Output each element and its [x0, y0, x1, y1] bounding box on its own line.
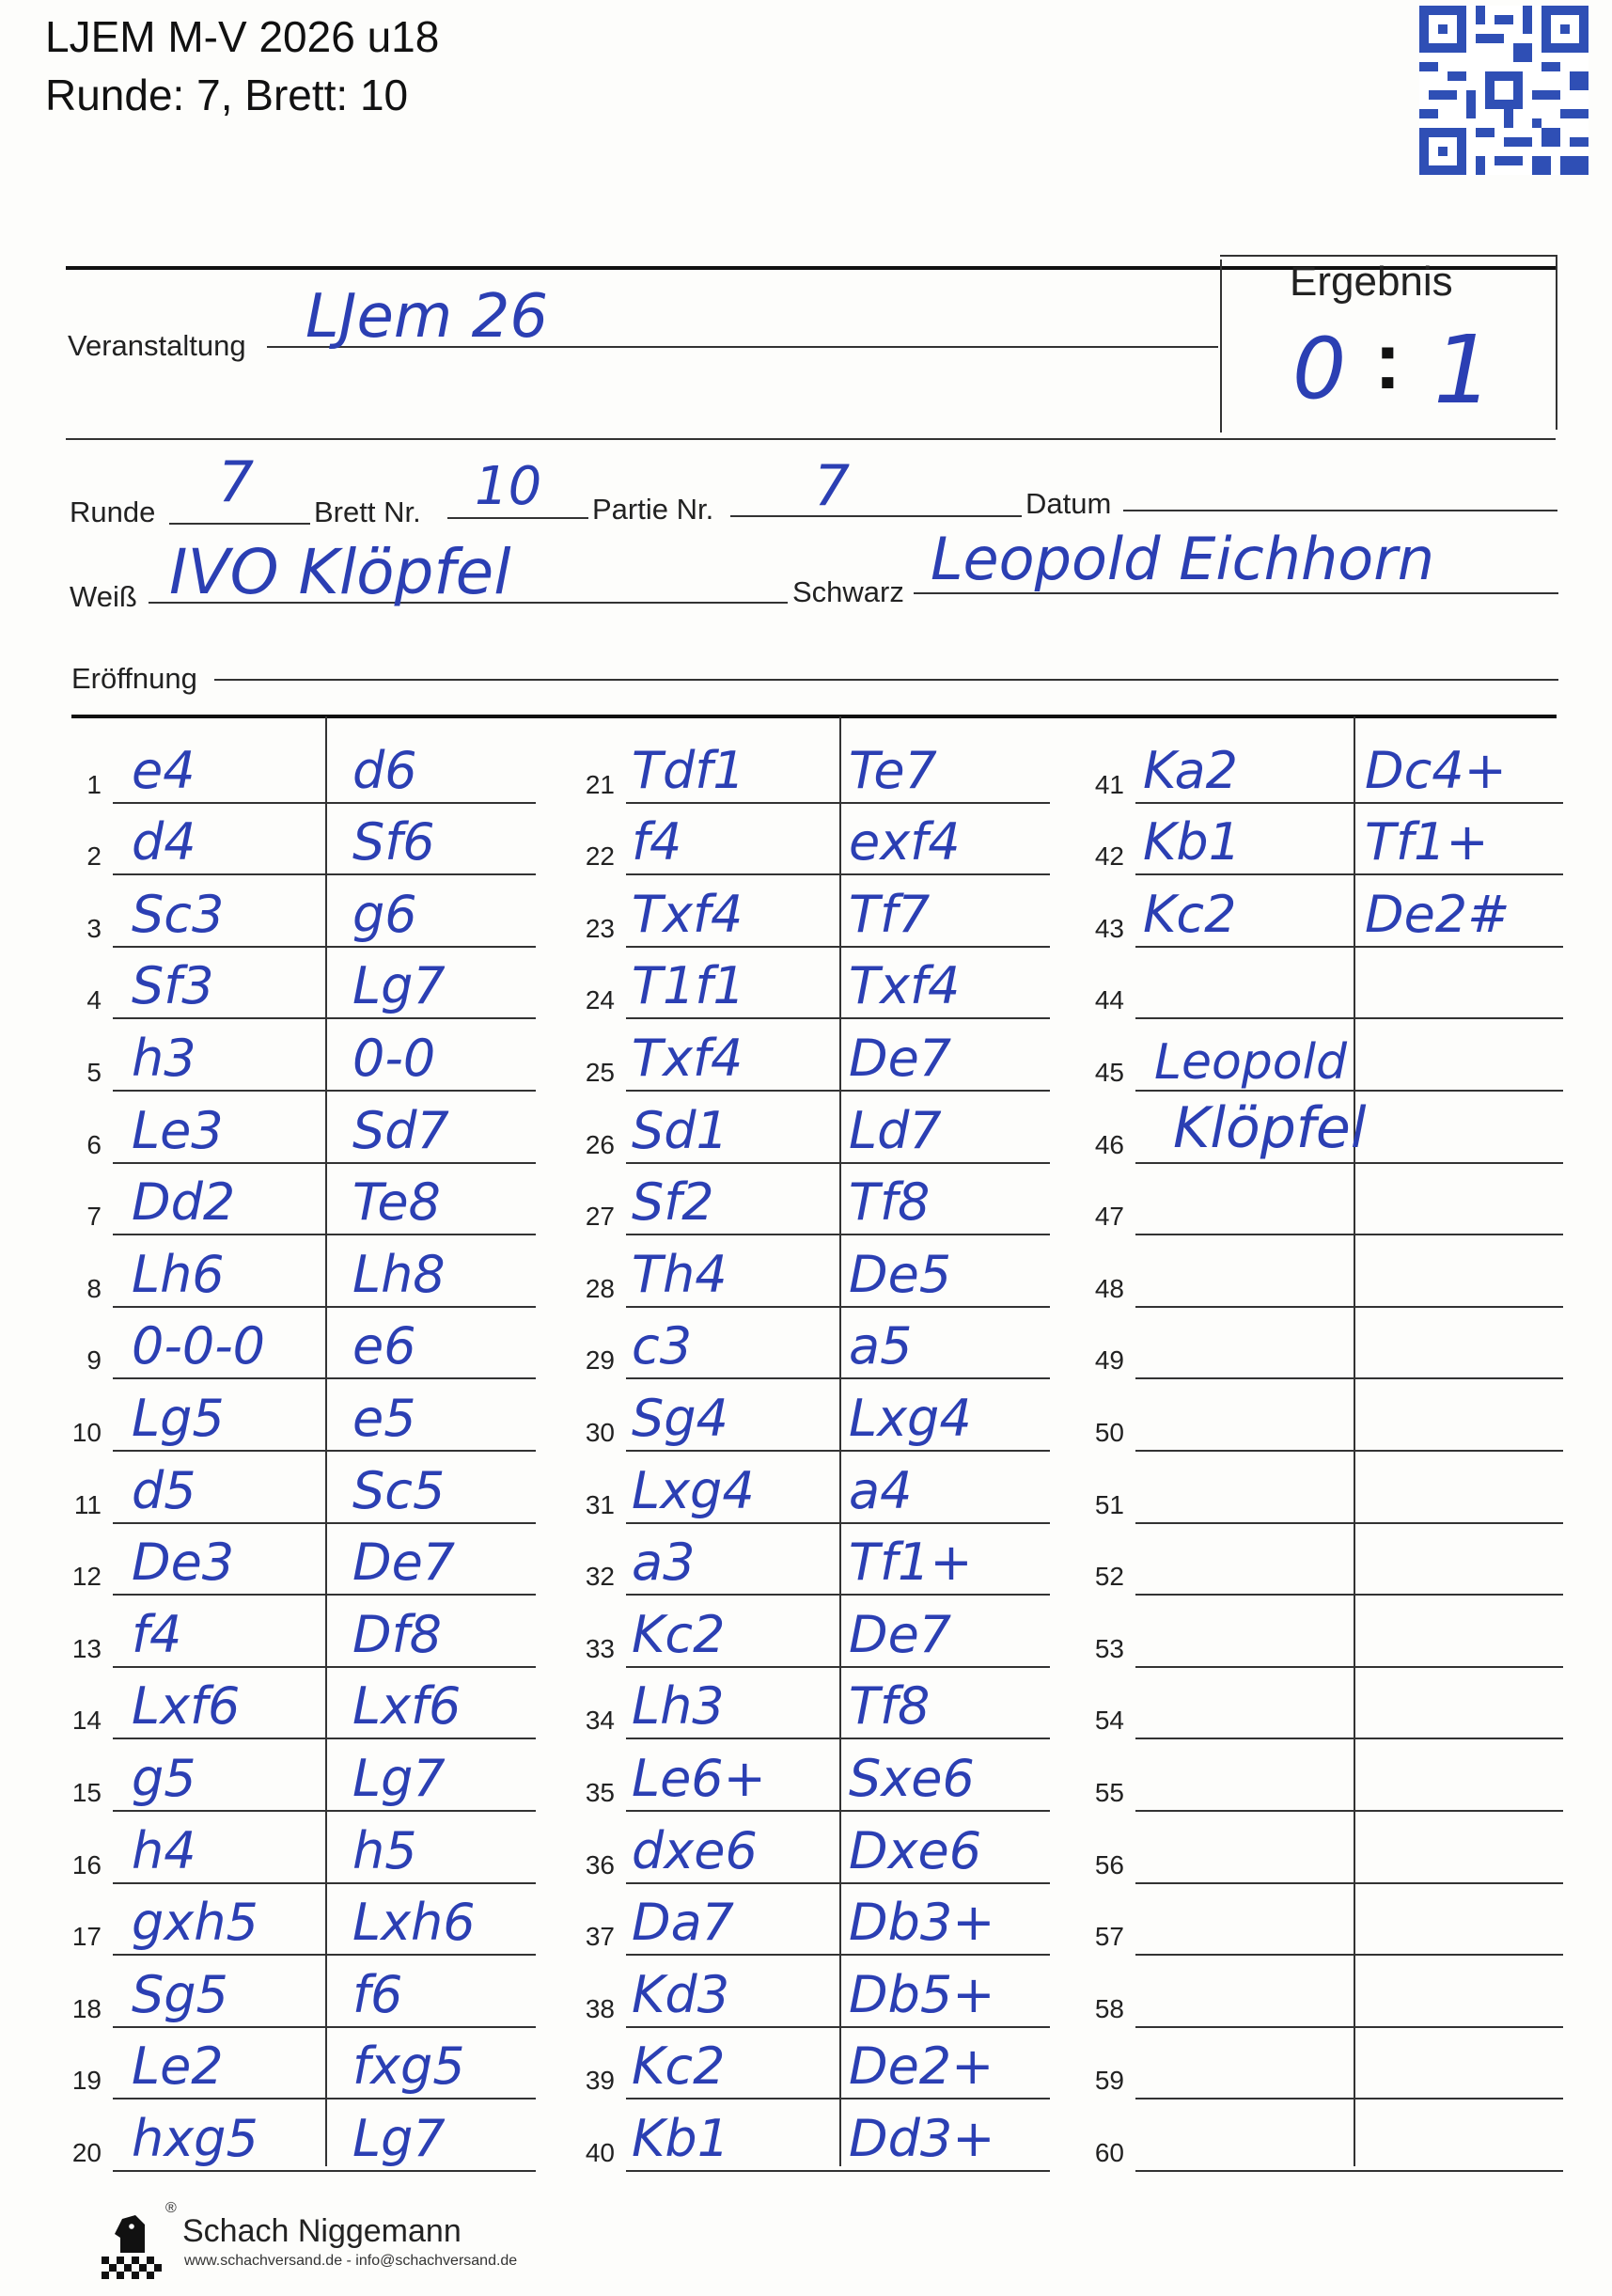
move-row-line	[113, 1522, 536, 1524]
move-number: 57	[1094, 1922, 1124, 1952]
brett-underline	[447, 517, 588, 519]
move-row-line	[626, 1738, 1050, 1739]
move-number: 55	[1094, 1778, 1124, 1807]
move-row-line	[626, 1954, 1050, 1956]
black-move: Ld7	[849, 1100, 942, 1160]
move-number: 16	[71, 1849, 102, 1879]
brett-value: 10	[475, 456, 542, 517]
move-number: 26	[585, 1129, 615, 1159]
move-row-line	[626, 2098, 1050, 2099]
move-row-line	[1135, 1017, 1563, 1019]
move-number: 9	[86, 1345, 102, 1376]
white-move: De3	[132, 1533, 235, 1593]
ergebnis-box-top	[1220, 255, 1556, 257]
move-number: 49	[1094, 1345, 1124, 1376]
move-number: 41	[1094, 769, 1124, 799]
black-move: Te8	[352, 1172, 441, 1233]
move-number: 23	[585, 913, 615, 943]
move-row-line	[113, 1090, 536, 1092]
move-row-line	[113, 1954, 536, 1956]
move-number: 36	[585, 1849, 615, 1879]
partie-underline	[730, 515, 1022, 517]
move-row-line	[626, 1234, 1050, 1235]
move-row-line	[113, 2170, 536, 2172]
move-number: 50	[1094, 1418, 1124, 1447]
move-number: 47	[1094, 1202, 1124, 1232]
move-row-line	[626, 1810, 1050, 1812]
black-move: De2#	[1365, 884, 1510, 944]
white-move: Le2	[132, 2037, 224, 2097]
datum-underline	[1123, 510, 1557, 511]
white-move: Kc2	[1143, 884, 1237, 944]
ergebnis-label: Ergebnis	[1290, 259, 1453, 305]
move-row-line	[113, 873, 536, 875]
move-row-line	[113, 1017, 536, 1019]
weiss-player-name: IVO Klöpfel	[169, 536, 511, 608]
move-number: 37	[585, 1922, 615, 1952]
move-number: 54	[1094, 1706, 1124, 1736]
ergebnis-separator: :	[1374, 316, 1401, 406]
black-move: Sc5	[352, 1460, 446, 1520]
white-move: Sf3	[132, 956, 214, 1016]
move-number: 20	[71, 2138, 102, 2167]
black-move: h5	[352, 1820, 417, 1880]
white-move: dxe6	[632, 1820, 758, 1880]
move-row-line	[113, 1162, 536, 1164]
move-row-line	[1135, 873, 1563, 875]
move-number: 13	[71, 1633, 102, 1663]
black-move: Tf8	[849, 1172, 931, 1233]
move-number: 52	[1094, 1562, 1124, 1592]
move-row-line	[1135, 1666, 1563, 1668]
white-move: Kc2	[632, 1604, 726, 1664]
move-number: 44	[1094, 985, 1124, 1015]
white-move: Sg4	[632, 1389, 728, 1448]
move-number: 8	[86, 1273, 102, 1303]
black-move: De5	[849, 1244, 952, 1304]
black-move: Sd7	[352, 1100, 449, 1160]
move-number: 40	[585, 2138, 615, 2167]
move-column-divider	[1354, 716, 1355, 2166]
white-move: h4	[132, 1820, 196, 1880]
move-row-line	[113, 1666, 536, 1668]
white-move: Kb1	[1143, 812, 1242, 873]
move-row-line	[626, 1306, 1050, 1308]
footer-contact: www.schachversand.de - info@schachversand.de	[184, 2253, 518, 2269]
ergebnis-black-score: 1	[1433, 315, 1494, 425]
move-number: 24	[585, 985, 615, 1015]
move-number: 28	[585, 1273, 615, 1303]
move-number: 31	[585, 1489, 615, 1519]
black-move: De7	[849, 1029, 952, 1088]
move-number: 2	[86, 841, 102, 872]
move-row-line	[113, 1738, 536, 1739]
runde-label: Runde	[70, 495, 156, 528]
black-move: Df8	[352, 1604, 442, 1664]
move-row-line	[113, 1450, 536, 1452]
white-move: g5	[132, 1749, 196, 1808]
move-number: 46	[1094, 1129, 1124, 1159]
move-row-line	[626, 2026, 1050, 2028]
move-row-line	[113, 1882, 536, 1884]
black-move: f6	[352, 1964, 403, 2024]
black-move: Sf6	[352, 812, 435, 873]
move-number: 15	[71, 1778, 102, 1807]
schwarz-label: Schwarz	[792, 575, 904, 608]
move-row-line	[113, 802, 536, 804]
move-row-line	[626, 1450, 1050, 1452]
move-row-line	[1135, 1377, 1563, 1379]
move-row-line	[113, 1810, 536, 1812]
move-number: 12	[71, 1562, 102, 1592]
white-move: gxh5	[132, 1893, 258, 1953]
move-row-line	[1135, 1954, 1563, 1956]
white-move: Lxf6	[132, 1676, 241, 1737]
black-move: Lg7	[352, 956, 446, 1016]
move-row-line	[1135, 802, 1563, 804]
move-row-line	[1135, 1306, 1563, 1308]
white-move: d4	[132, 812, 196, 873]
weiss-label: Weiß	[70, 580, 137, 613]
move-number: 43	[1094, 913, 1124, 943]
move-number: 32	[585, 1562, 615, 1592]
round-board-line: Runde: 7, Brett: 10	[45, 71, 409, 119]
white-move: Sd1	[632, 1100, 728, 1160]
black-move: De2+	[849, 2037, 994, 2097]
move-number: 53	[1094, 1633, 1124, 1663]
white-move: Lh6	[132, 1244, 225, 1304]
black-move: Dd3+	[849, 2109, 995, 2168]
move-number: 34	[585, 1706, 615, 1736]
move-row-line	[1135, 946, 1563, 948]
black-move: Db3+	[849, 1893, 995, 1953]
move-number: 4	[86, 985, 102, 1015]
move-number: 35	[585, 1778, 615, 1807]
white-move: Sg5	[132, 1964, 228, 2024]
runde-value: 7	[218, 449, 255, 515]
move-number: 45	[1094, 1058, 1124, 1087]
white-move: Dd2	[132, 1172, 236, 1233]
move-row-line	[113, 1306, 536, 1308]
move-number: 51	[1094, 1489, 1124, 1519]
move-number: 56	[1094, 1849, 1124, 1879]
black-move: Lh8	[352, 1244, 446, 1304]
move-number: 42	[1094, 841, 1124, 872]
white-move: Sf2	[632, 1172, 714, 1233]
move-row-line	[113, 1377, 536, 1379]
move-row-line	[1135, 2098, 1563, 2099]
move-row-line	[1135, 1450, 1563, 1452]
move-number: 21	[585, 769, 615, 799]
white-move: c3	[632, 1316, 693, 1376]
move-number: 48	[1094, 1273, 1124, 1303]
black-move: exf4	[849, 812, 961, 873]
black-move: Tf7	[849, 884, 931, 944]
white-move: h3	[132, 1029, 196, 1088]
move-number: 14	[71, 1706, 102, 1736]
black-move: fxg5	[352, 2037, 465, 2097]
move-row-line	[626, 802, 1050, 804]
partie-value: 7	[814, 453, 851, 519]
black-move: Db5+	[849, 1964, 995, 2024]
black-move: Sxe6	[849, 1749, 975, 1808]
move-number: 10	[71, 1418, 102, 1447]
black-move: Tf8	[849, 1676, 931, 1737]
registered-mark: ®	[165, 2200, 177, 2216]
black-move: De7	[849, 1604, 952, 1664]
move-row-line	[113, 1234, 536, 1235]
schwarz-player-name: Leopold Eichhorn	[931, 525, 1434, 593]
black-move: e5	[352, 1389, 416, 1448]
move-number: 59	[1094, 2066, 1124, 2096]
white-move: a3	[632, 1533, 696, 1593]
move-number: 7	[86, 1202, 102, 1232]
move-number: 25	[585, 1058, 615, 1087]
white-move: Ka2	[1143, 740, 1238, 800]
move-row-line	[1135, 1882, 1563, 1884]
black-move: Lg7	[352, 2109, 446, 2168]
block-separator	[1079, 716, 1081, 2166]
move-number: 39	[585, 2066, 615, 2096]
move-number: 60	[1094, 2138, 1124, 2167]
move-row-line	[626, 1377, 1050, 1379]
white-move: d5	[132, 1460, 196, 1520]
move-row-line	[113, 946, 536, 948]
move-row-line	[626, 1882, 1050, 1884]
black-move: Txf4	[849, 956, 961, 1016]
white-move: Txf4	[632, 1029, 743, 1088]
move-row-line	[626, 2170, 1050, 2172]
move-number: 29	[585, 1345, 615, 1376]
move-number: 3	[86, 913, 102, 943]
black-move: Tf1+	[849, 1533, 973, 1593]
footer-brand: Schach Niggemann	[182, 2213, 462, 2249]
white-move: Le6+	[632, 1749, 766, 1808]
black-move: De7	[352, 1533, 456, 1593]
move-row-line	[1135, 1810, 1563, 1812]
white-move: Lxg4	[632, 1460, 755, 1520]
move-row-line	[113, 2026, 536, 2028]
move-row-line	[626, 1594, 1050, 1596]
move-number: 30	[585, 1418, 615, 1447]
black-move: d6	[352, 740, 417, 800]
black-move: e6	[352, 1316, 416, 1376]
move-row-line	[1135, 2170, 1563, 2172]
eroeffnung-underline	[214, 679, 1558, 681]
move-number: 58	[1094, 1993, 1124, 2023]
datum-label: Datum	[1025, 487, 1112, 520]
move-row-line	[626, 1090, 1050, 1092]
move-row-line	[1135, 1522, 1563, 1524]
black-move: Dc4+	[1365, 740, 1507, 800]
black-move: g6	[352, 884, 417, 944]
ergebnis-box-right	[1556, 255, 1557, 430]
white-move: Lh3	[632, 1676, 725, 1737]
chess-knight-logo	[94, 2208, 169, 2283]
move-number: 33	[585, 1633, 615, 1663]
runde-underline	[169, 523, 310, 525]
white-move: 0-0-0	[132, 1316, 266, 1376]
white-move: Kc2	[632, 2037, 726, 2097]
white-move: Txf4	[632, 884, 743, 944]
black-move: Lxg4	[849, 1389, 972, 1448]
white-move: e4	[132, 740, 196, 800]
black-move: 0-0	[352, 1029, 436, 1088]
black-move: Tf1+	[1365, 812, 1489, 873]
black-player-signature: Leopold	[1154, 1034, 1348, 1091]
ergebnis-box-left	[1220, 259, 1222, 432]
move-row-line	[1135, 1738, 1563, 1739]
move-column-divider	[839, 716, 841, 2166]
white-move: hxg5	[132, 2109, 258, 2168]
move-row-line	[113, 2098, 536, 2099]
ergebnis-white-score: 0	[1292, 320, 1347, 418]
move-number: 6	[86, 1129, 102, 1159]
white-move: Th4	[632, 1244, 728, 1304]
black-move: Lxh6	[352, 1893, 476, 1953]
black-move: a5	[849, 1316, 913, 1376]
move-row-line	[1135, 1594, 1563, 1596]
move-number: 18	[71, 1993, 102, 2023]
white-move: Le3	[132, 1100, 224, 1160]
move-row-line	[626, 1522, 1050, 1524]
moves-top-border	[71, 715, 1557, 718]
white-move: Sc3	[132, 884, 225, 944]
white-move: f4	[632, 812, 682, 873]
brett-label: Brett Nr.	[314, 495, 421, 528]
veranstaltung-divider	[66, 438, 1556, 440]
move-number: 27	[585, 1202, 615, 1232]
block-separator	[570, 716, 571, 2166]
black-move: a4	[849, 1460, 913, 1520]
black-move: Dxe6	[849, 1820, 982, 1880]
white-move: Kd3	[632, 1964, 730, 2024]
move-number: 22	[585, 841, 615, 872]
white-move: Kb1	[632, 2109, 730, 2168]
move-number: 38	[585, 1993, 615, 2023]
move-number: 11	[73, 1489, 102, 1519]
move-row-line	[1135, 2026, 1563, 2028]
move-row-line	[626, 1162, 1050, 1164]
veranstaltung-label: Veranstaltung	[68, 329, 246, 362]
move-row-line	[626, 1666, 1050, 1668]
white-move: Tdf1	[632, 740, 745, 800]
eroeffnung-label: Eröffnung	[71, 662, 197, 695]
move-number: 1	[86, 769, 102, 799]
move-row-line	[626, 873, 1050, 875]
black-move: Te7	[849, 740, 937, 800]
move-number: 5	[86, 1058, 102, 1087]
move-row-line	[1135, 1162, 1563, 1164]
move-column-divider	[325, 716, 327, 2166]
event-title: LJEM M-V 2026 u18	[45, 12, 440, 61]
move-row-line	[1135, 1234, 1563, 1235]
move-number: 19	[71, 2066, 102, 2096]
black-move: Lg7	[352, 1749, 446, 1808]
qr-code	[1419, 6, 1589, 175]
veranstaltung-value: LJem 26	[305, 282, 549, 352]
move-row-line	[626, 1017, 1050, 1019]
white-move: T1f1	[632, 956, 745, 1016]
white-move: Lg5	[132, 1389, 225, 1448]
white-move: Da7	[632, 1893, 735, 1953]
move-number: 17	[71, 1922, 102, 1952]
move-row-line	[113, 1594, 536, 1596]
white-move: f4	[132, 1604, 182, 1664]
move-row-line	[626, 946, 1050, 948]
partie-label: Partie Nr.	[592, 493, 714, 526]
black-move: Lxf6	[352, 1676, 462, 1737]
white-player-signature: Klöpfel	[1173, 1095, 1367, 1161]
